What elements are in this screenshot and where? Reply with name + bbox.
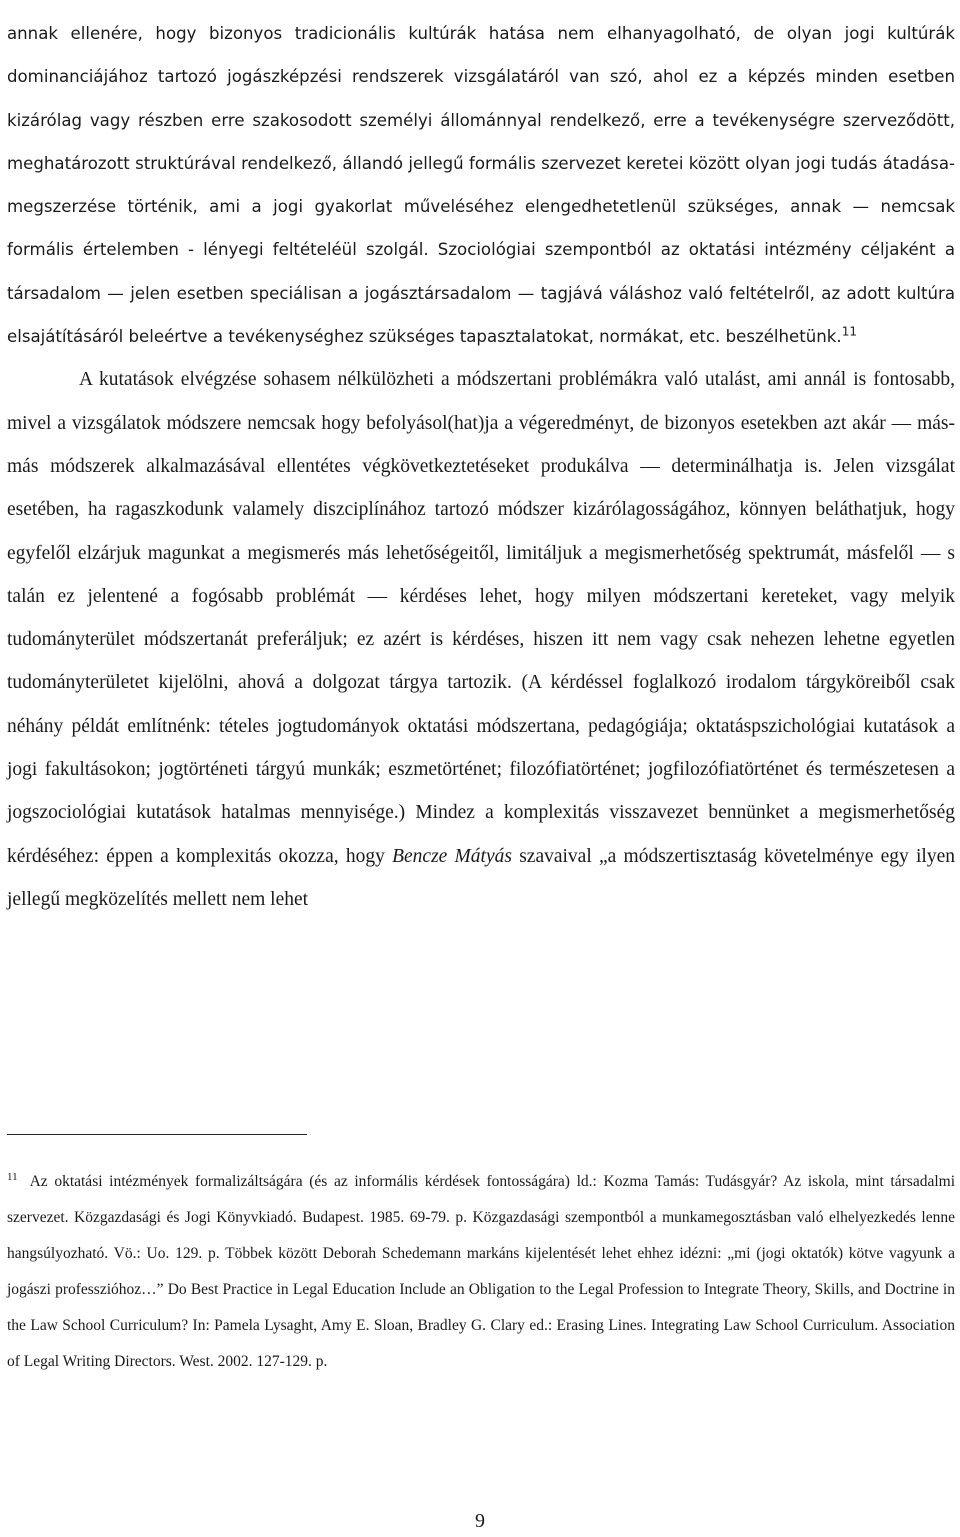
footnote-number: 11 xyxy=(7,1170,18,1183)
footnote-separator xyxy=(7,1134,307,1135)
footnote xyxy=(7,1164,955,1380)
document-page xyxy=(7,0,955,921)
paragraph-text-serif: Szociológiai szempontból az oktatási intézmény céljaként a társadalom — jelen esetben speciálisan a jogásztársadalom — tagjává váláshoz való feltételről, az adott kultúra elsajátításáról beleértve a tevékenységhez szükséges tapasztalatokat, normákat, etc. beszélhetünk. xyxy=(7,240,955,347)
footnote-reference[interactable]: 11 xyxy=(841,324,857,339)
paragraph-methodology xyxy=(7,358,955,921)
paragraph-continued xyxy=(7,12,955,358)
page-number: 9 xyxy=(475,1510,485,1532)
paragraph-text-end: szavaival „a módszertisztaság követelménye egy ilyen jellegű megközelítés mellett nem lehet xyxy=(7,845,955,910)
footnote-text: Az oktatási intézmények formalizáltságára (és az informális kérdések fontosságára) ld.: Kozma Tamás: Tudásgyár? Az iskola, mint társadalmi szervezet. Közgazdasági és Jogi Könyvkiadó. Budapest. 1985. 69-79. p. Közgazdasági szempontból a munkamegosztásban való elhelyezkedés lenne hangsúlyozható. Vö.: Uo. 129. p. Többek között Deborah Schedemann markáns kijelentését lehet ehhez idézni: „mi (jogi oktatók) kötve vagyunk a jogászi professzióhoz…” Do Best Practice in Legal Education Include an Obligation to the Legal Profession to Integrate Theory, Skills, and Doctrine in the Law School Curriculum? In: Pamela Lysaght, Amy E. Sloan, Bradley G. Clary ed.: Erasing Lines. Integrating Law School Curriculum. Association of Legal Writing Directors. West. 2002. 127-129. p. xyxy=(7,1173,955,1370)
paragraph-text: A kutatások elvégzése sohasem nélkülözheti a módszertani problémákra való utalást, ami annál is fontosabb, mivel a vizsgálatok módszere nemcsak hogy befolyásol(hat)ja a végeredményt, de bizonyos esetekben azt akár — más-más módszerek alkalmazásával ellentétes végkövetkeztetéseket produkálva — determinálhatja is. Jelen vizsgálat esetében, ha ragaszkodunk valamely diszciplínához tartozó módszer kizárólagosságához, könnyen beláthatjuk, hogy egyfelől elzárjuk magunkat a megismerés más lehetőségeitől, limitáljuk a megismerhetőség spektrumát, másfelől — s talán ez jelentené a fogósabb problémát — kérdéses lehet, hogy milyen módszertani kereteket, vagy melyik tudományterület módszertanát preferáljuk; ez azért is kérdéses, hiszen itt nem vagy csak nehezen lehetne egyetlen tudományterületet kijelölni, ahová a dolgozat tárgya tartozik. (A kérdéssel foglalkozó irodalom tárgyköreiből csak néhány példát említnénk: tételes jogtudományok oktatási módszertana, pedagógiája; oktatáspszichológiai kutatások a jogi fakultásokon; jogtörténeti tárgyú munkák; eszmetörténet; filozófiatörténet; jogfilozófiatörténet és természetesen a jogszociológiai kutatások hatalmas mennyisége.) Mindez a komplexitás visszavezet bennünket a megismerhetőség kérdéséhez: éppen a komplexitás okozza, hogy xyxy=(7,369,955,867)
paragraph-text-sans: annak ellenére, hogy bizonyos tradicionális kultúrák hatása nem elhanyagolható, de olyan jogi kultúrák dominanciájához tartozó jogászképzési rendszerek vizsgálatáról van szó, ahol ez a képzés minden esetben kizárólag vagy részben erre szakosodott személyi állománnyal rendelkező, erre a tevékenységre szerveződött, meghatározott struktúrával rendelkező, állandó jellegű formális szervezet keretei között olyan jogi tudás átadása-megszerzése történik, ami a jogi gyakorlat műveléséhez elengedhetetlenül szükséges, annak — nemcsak formális értelemben - lényegi feltételéül szolgál. xyxy=(7,24,955,260)
author-name: Bencze Mátyás xyxy=(392,845,512,867)
